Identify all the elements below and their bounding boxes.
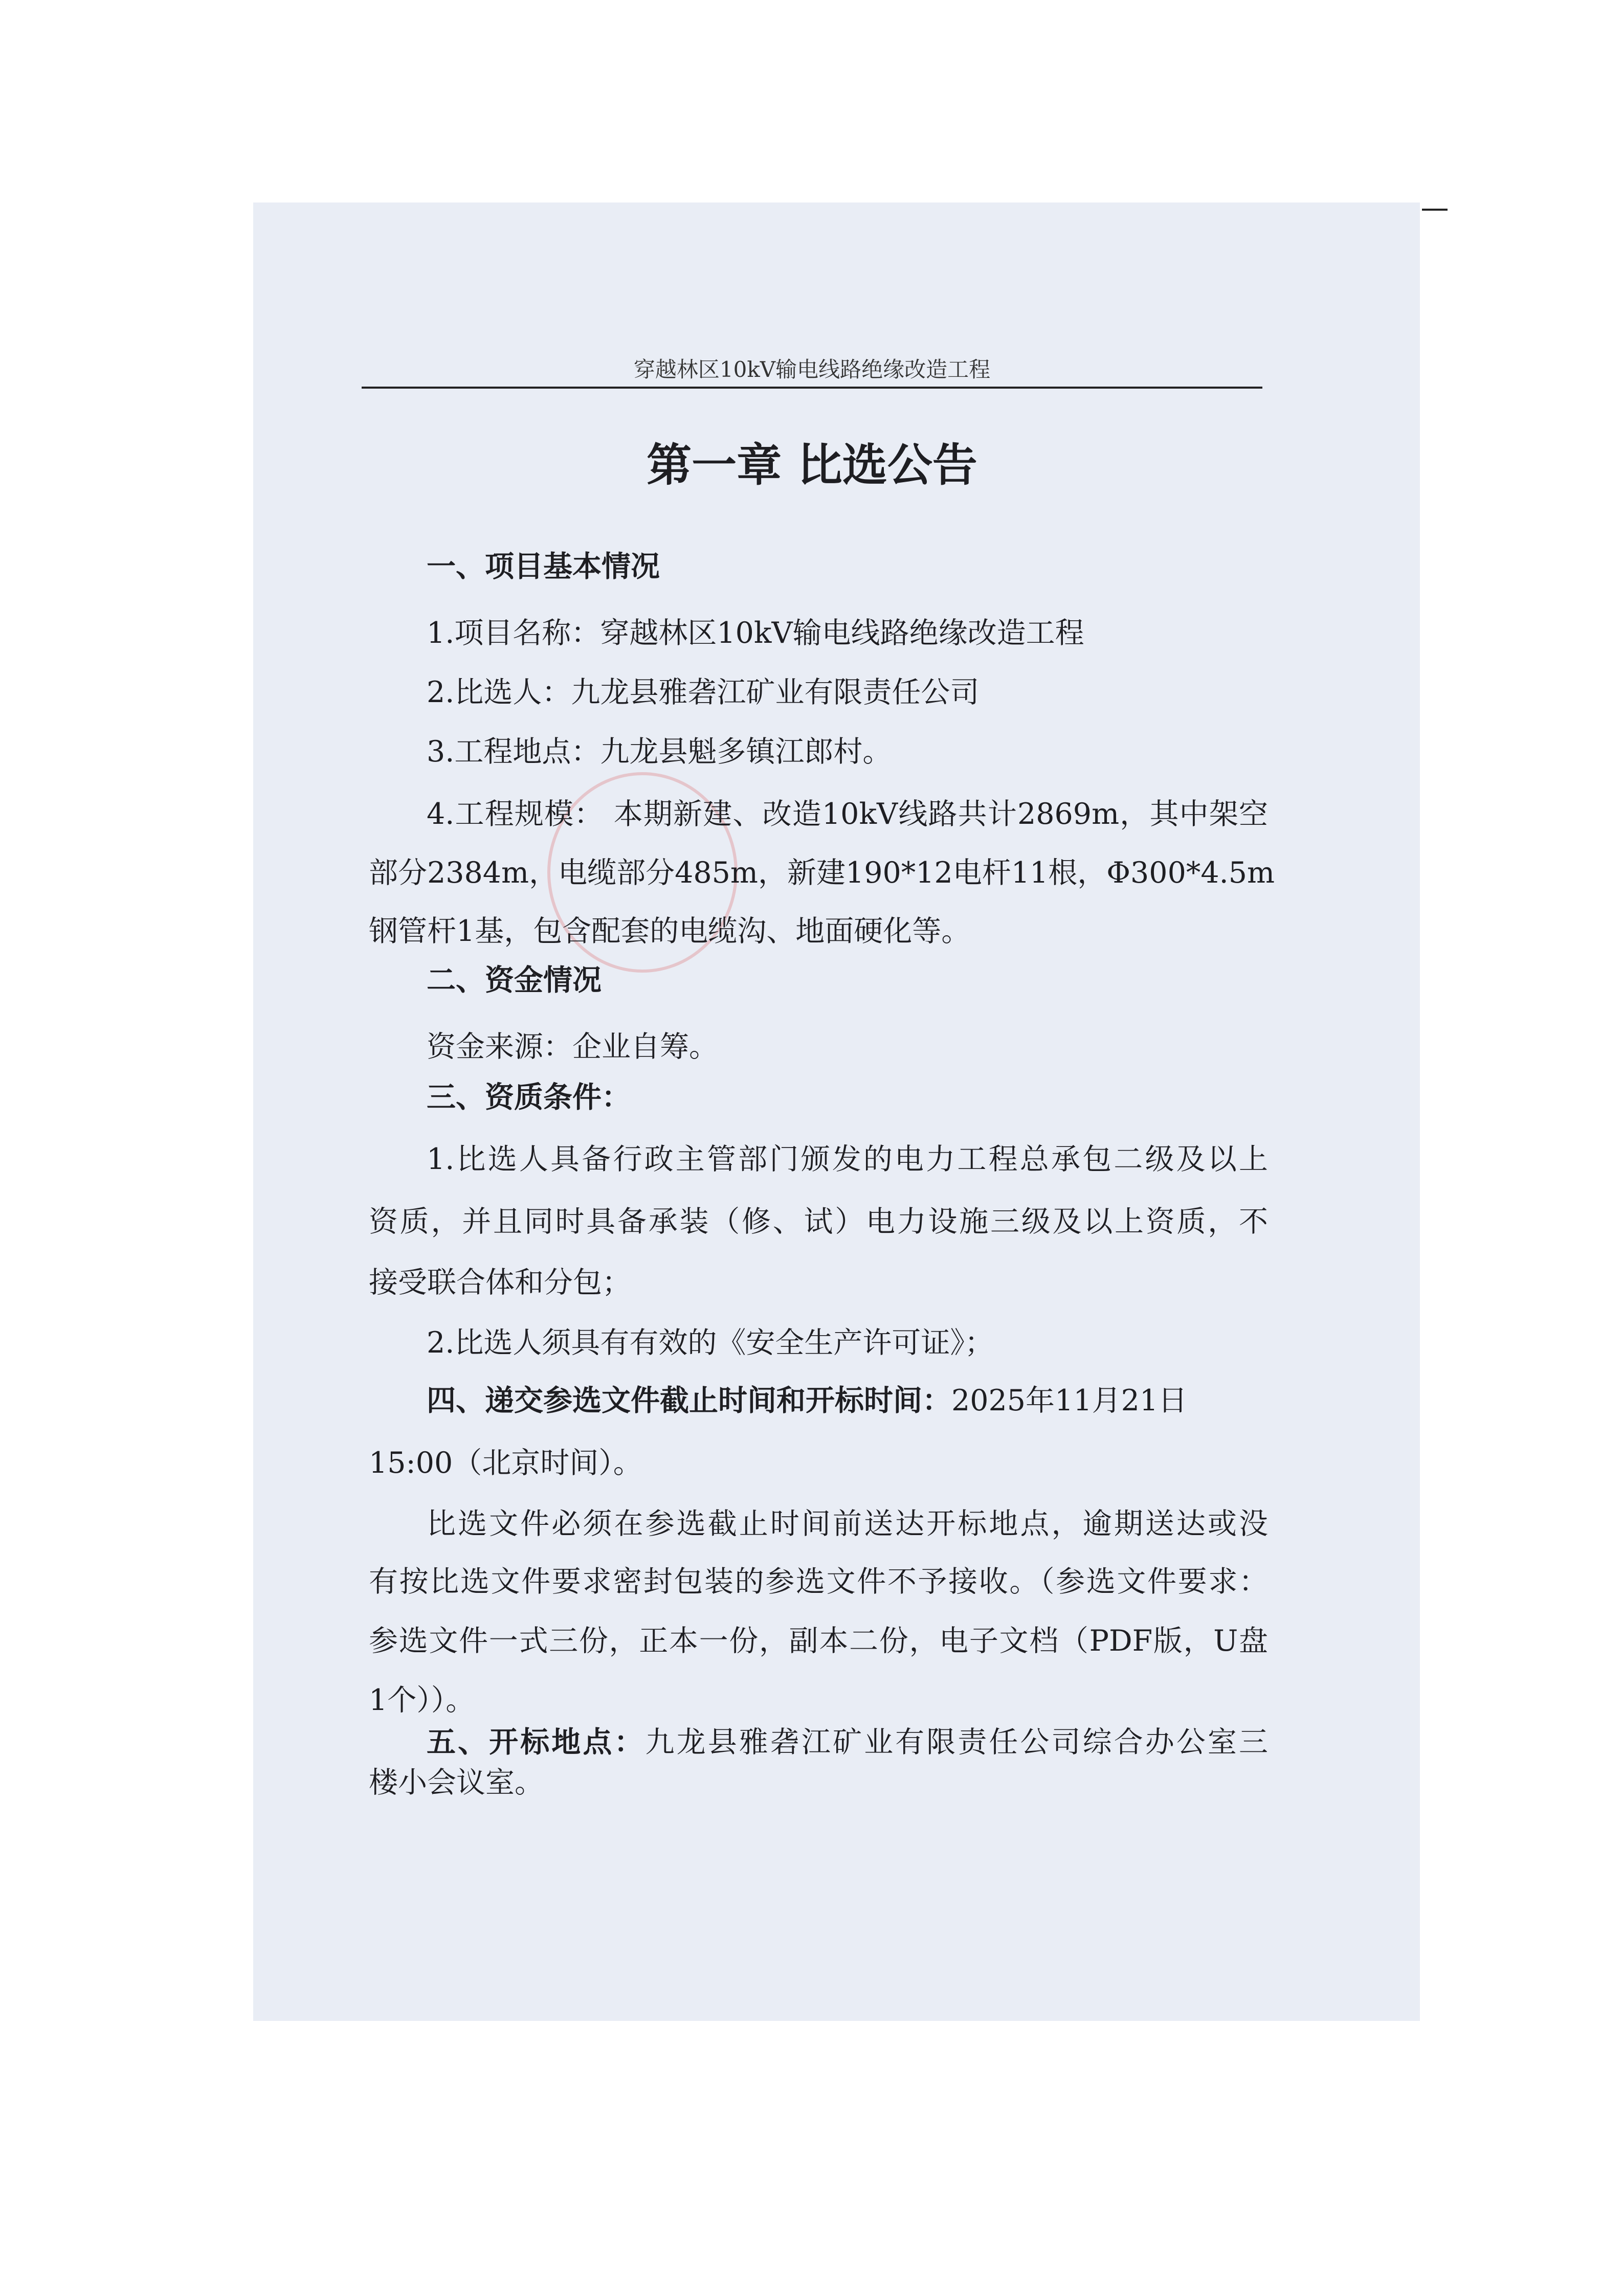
header-rule: [362, 387, 1262, 389]
project-name: 1.项目名称：穿越林区10kV输电线路绝缘改造工程: [427, 616, 1084, 650]
qualification-1-line-2: 资质，并且同时具备承装（修、试）电力设施三级及以上资质，不: [369, 1205, 1268, 1239]
bidder: 2.比选人：九龙县雅砻江矿业有限责任公司: [427, 676, 980, 709]
submission-para-line-4: 1个））。: [369, 1683, 475, 1717]
project-scale-line-3: 钢管杆1基，包含配套的电缆沟、地面硬化等。: [369, 914, 971, 948]
submission-para-line-3: 参选文件一式三份，正本一份，副本二份，电子文档（PDF版，U盘: [369, 1624, 1268, 1658]
funding-source: 资金来源：企业自筹。: [427, 1030, 718, 1064]
section-4-line-1: [427, 1383, 1187, 1419]
project-location: 3.工程地点：九龙县魁多镇江郎村。: [427, 735, 892, 769]
scan-mark: [1422, 209, 1448, 211]
section-5-heading: 五、开标地点：: [427, 1725, 646, 1759]
section-4-heading: 四、递交参选文件截止时间和开标时间：: [427, 1384, 951, 1417]
opening-location: 九龙县雅砻江矿业有限责任公司综合办公室三: [645, 1725, 1269, 1759]
section-2-heading: 二、资金情况: [427, 963, 602, 997]
running-header: 穿越林区10kV输电线路绝缘改造工程: [633, 357, 991, 382]
project-scale-line-1: 4.工程规模： 本期新建、改造10kV线路共计2869m，其中架空: [427, 797, 1268, 831]
section-3-heading: 三、资质条件：: [427, 1081, 631, 1114]
qualification-1-line-1: 1.比选人具备行政主管部门颁发的电力工程总承包二级及以上: [427, 1142, 1268, 1176]
opening-location-cont: 楼小会议室。: [369, 1766, 544, 1799]
deadline-time: 15:00（北京时间）。: [369, 1446, 642, 1480]
project-scale-line-2: 部分2384m，电缆部分485m，新建190*12电杆11根，Φ300*4.5m: [369, 856, 1275, 890]
section-1-heading: 一、项目基本情况: [427, 550, 660, 583]
qualification-2: 2.比选人须具有有效的《安全生产许可证》；: [427, 1326, 994, 1360]
deadline-date: 2025年11月21日: [951, 1384, 1188, 1417]
submission-para-line-1: 比选文件必须在参选截止时间前送达开标地点，逾期送达或没: [427, 1507, 1268, 1541]
chapter-title: 第一章 比选公告: [647, 439, 977, 491]
submission-para-line-2: 有按比选文件要求密封包装的参选文件不予接收。（参选文件要求：: [369, 1565, 1268, 1599]
section-5-line-1: [427, 1724, 1268, 1760]
qualification-1-line-3: 接受联合体和分包；: [369, 1266, 631, 1299]
